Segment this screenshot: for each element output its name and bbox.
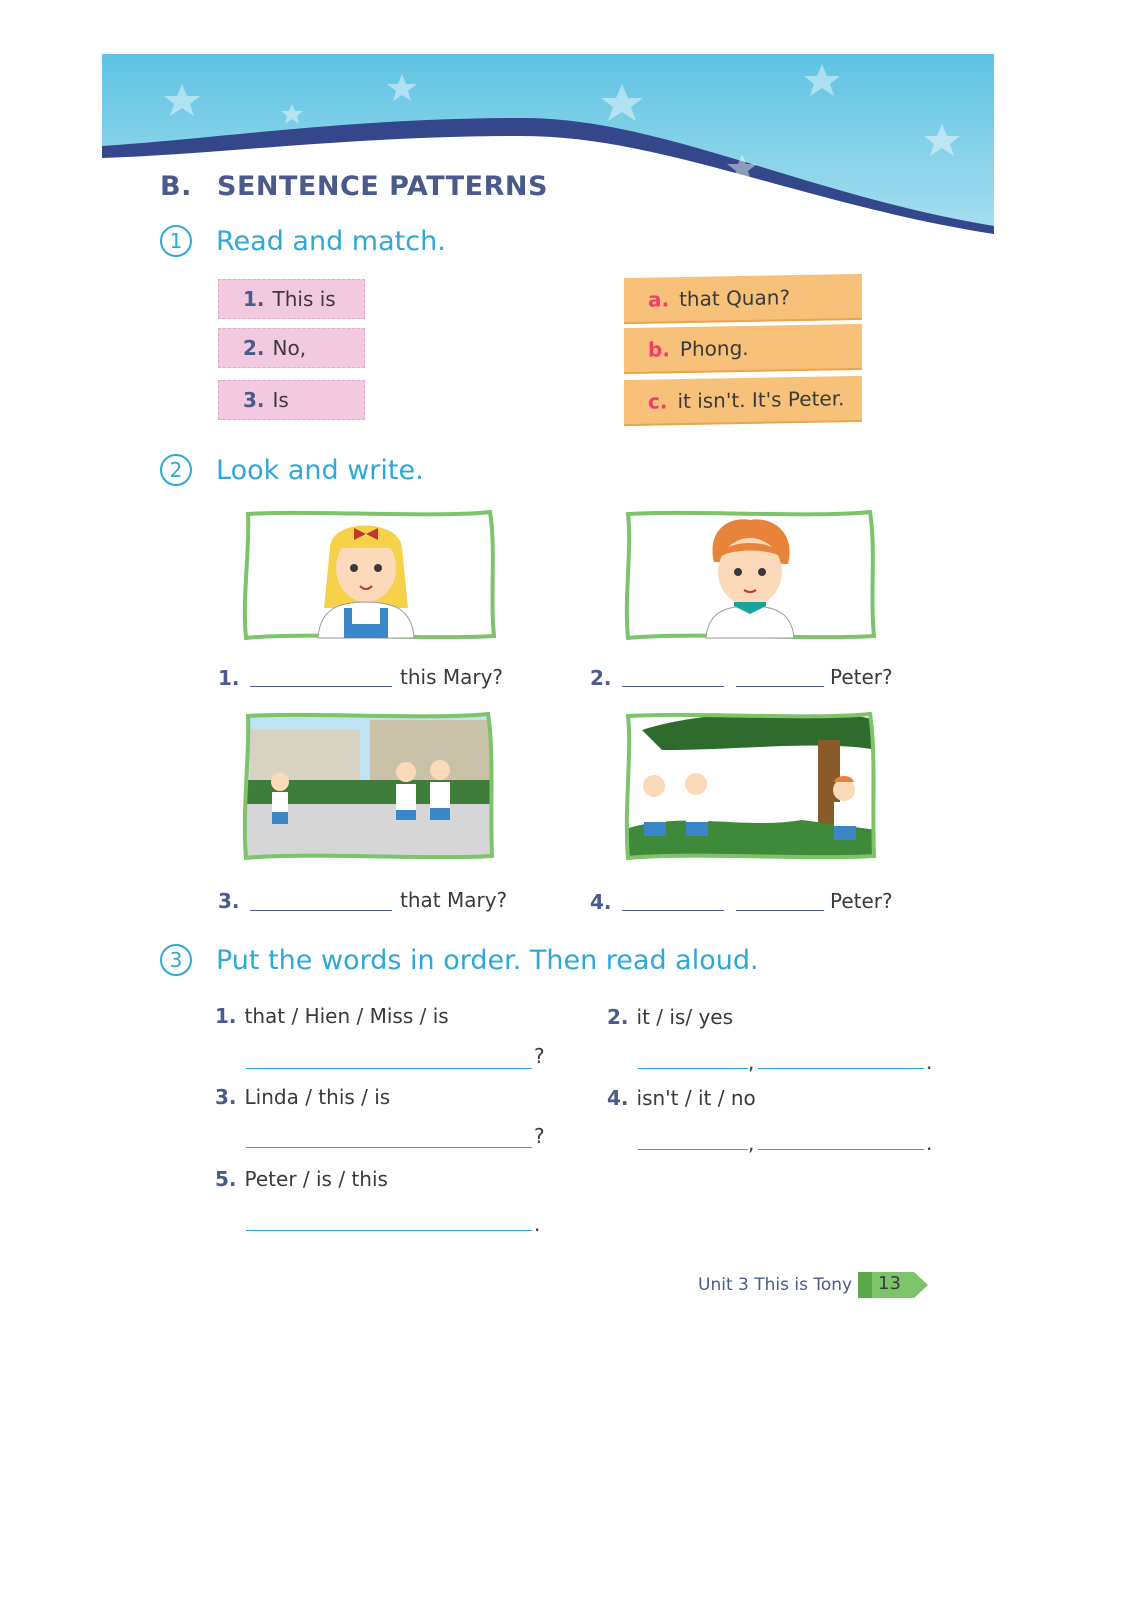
- answer-blank[interactable]: [736, 686, 824, 687]
- answer-blank[interactable]: [758, 1068, 924, 1069]
- exercise-1-heading: [160, 225, 446, 257]
- match-left-item[interactable]: [218, 279, 365, 319]
- exercise-number: 2: [160, 454, 192, 486]
- match-right-item[interactable]: [624, 274, 862, 324]
- item-words: Peter / is / this: [244, 1167, 388, 1191]
- item-number: 2.: [243, 336, 265, 360]
- item-number: 1.: [243, 287, 265, 311]
- order-item: [607, 1086, 756, 1110]
- exercise-title: Look and write.: [216, 454, 424, 486]
- exercise-number: 1: [160, 225, 192, 257]
- match-right-item[interactable]: [624, 376, 862, 426]
- section-title: SENTENCE PATTERNS: [217, 171, 548, 202]
- order-item: [607, 1005, 733, 1029]
- item-text: Is: [272, 388, 289, 412]
- answer-blank[interactable]: [622, 910, 724, 911]
- item-words: that / Hien / Miss / is: [244, 1004, 449, 1028]
- end-punctuation: .: [926, 1050, 933, 1074]
- picture-boy: [622, 508, 877, 642]
- end-punctuation: ?: [534, 1044, 545, 1068]
- item-text: that Quan?: [679, 285, 791, 312]
- question-text: Peter?: [830, 665, 893, 689]
- question-number: 1.: [218, 666, 240, 690]
- item-words: isn't / it / no: [636, 1086, 756, 1110]
- section-heading: [160, 171, 548, 202]
- answer-blank[interactable]: [622, 686, 724, 687]
- match-left-item[interactable]: [218, 328, 365, 368]
- order-item: [215, 1004, 449, 1028]
- picture-tree: [622, 710, 877, 862]
- item-text: it isn't. It's Peter.: [677, 386, 845, 414]
- item-number: 5.: [215, 1167, 237, 1191]
- item-text: Phong.: [679, 335, 749, 362]
- answer-blank[interactable]: [758, 1149, 924, 1150]
- item-words: Linda / this / is: [244, 1085, 391, 1109]
- footer-unit-title: Unit 3 This is Tony: [698, 1275, 853, 1295]
- item-letter: b.: [648, 337, 670, 362]
- end-punctuation: .: [926, 1131, 933, 1155]
- item-number: 3.: [215, 1085, 237, 1109]
- question-number: 3.: [218, 889, 240, 913]
- order-item: [215, 1085, 390, 1109]
- picture-girl: [240, 508, 498, 642]
- item-text: This is: [272, 287, 336, 311]
- match-right-item[interactable]: [624, 324, 862, 374]
- item-letter: c.: [648, 389, 668, 414]
- page-number-tab: [858, 1270, 930, 1300]
- order-item: [215, 1167, 388, 1191]
- match-left-item[interactable]: [218, 380, 365, 420]
- question-text: this Mary?: [400, 665, 504, 689]
- item-number: 4.: [607, 1086, 629, 1110]
- end-punctuation: ?: [534, 1124, 545, 1148]
- picture-schoolyard: [240, 710, 496, 862]
- exercise-2-heading: [160, 454, 424, 486]
- answer-blank[interactable]: [250, 686, 392, 687]
- answer-blank[interactable]: [246, 1230, 532, 1231]
- answer-blank[interactable]: [250, 910, 392, 911]
- question-text: that Mary?: [400, 888, 508, 912]
- comma: ,: [748, 1050, 755, 1074]
- section-letter: B.: [160, 171, 192, 202]
- question-number: 2.: [590, 666, 612, 690]
- item-number: 1.: [215, 1004, 237, 1028]
- question-number: 4.: [590, 890, 612, 914]
- exercise-number: 3: [160, 944, 192, 976]
- page-number: 13: [878, 1273, 901, 1294]
- item-text: No,: [272, 336, 307, 360]
- comma: ,: [748, 1131, 755, 1155]
- item-words: it / is/ yes: [636, 1005, 733, 1029]
- item-number: 2.: [607, 1005, 629, 1029]
- answer-blank[interactable]: [638, 1068, 748, 1069]
- end-punctuation: .: [534, 1212, 541, 1236]
- exercise-title: Read and match.: [216, 225, 446, 257]
- exercise-title: Put the words in order. Then read aloud.: [216, 944, 759, 976]
- header-banner: [102, 54, 994, 234]
- answer-blank[interactable]: [736, 910, 824, 911]
- exercise-3-heading: [160, 944, 759, 976]
- answer-blank[interactable]: [246, 1147, 532, 1148]
- question-text: Peter?: [830, 889, 893, 913]
- answer-blank[interactable]: [246, 1068, 532, 1069]
- answer-blank[interactable]: [638, 1149, 748, 1150]
- item-letter: a.: [648, 287, 670, 312]
- item-number: 3.: [243, 388, 265, 412]
